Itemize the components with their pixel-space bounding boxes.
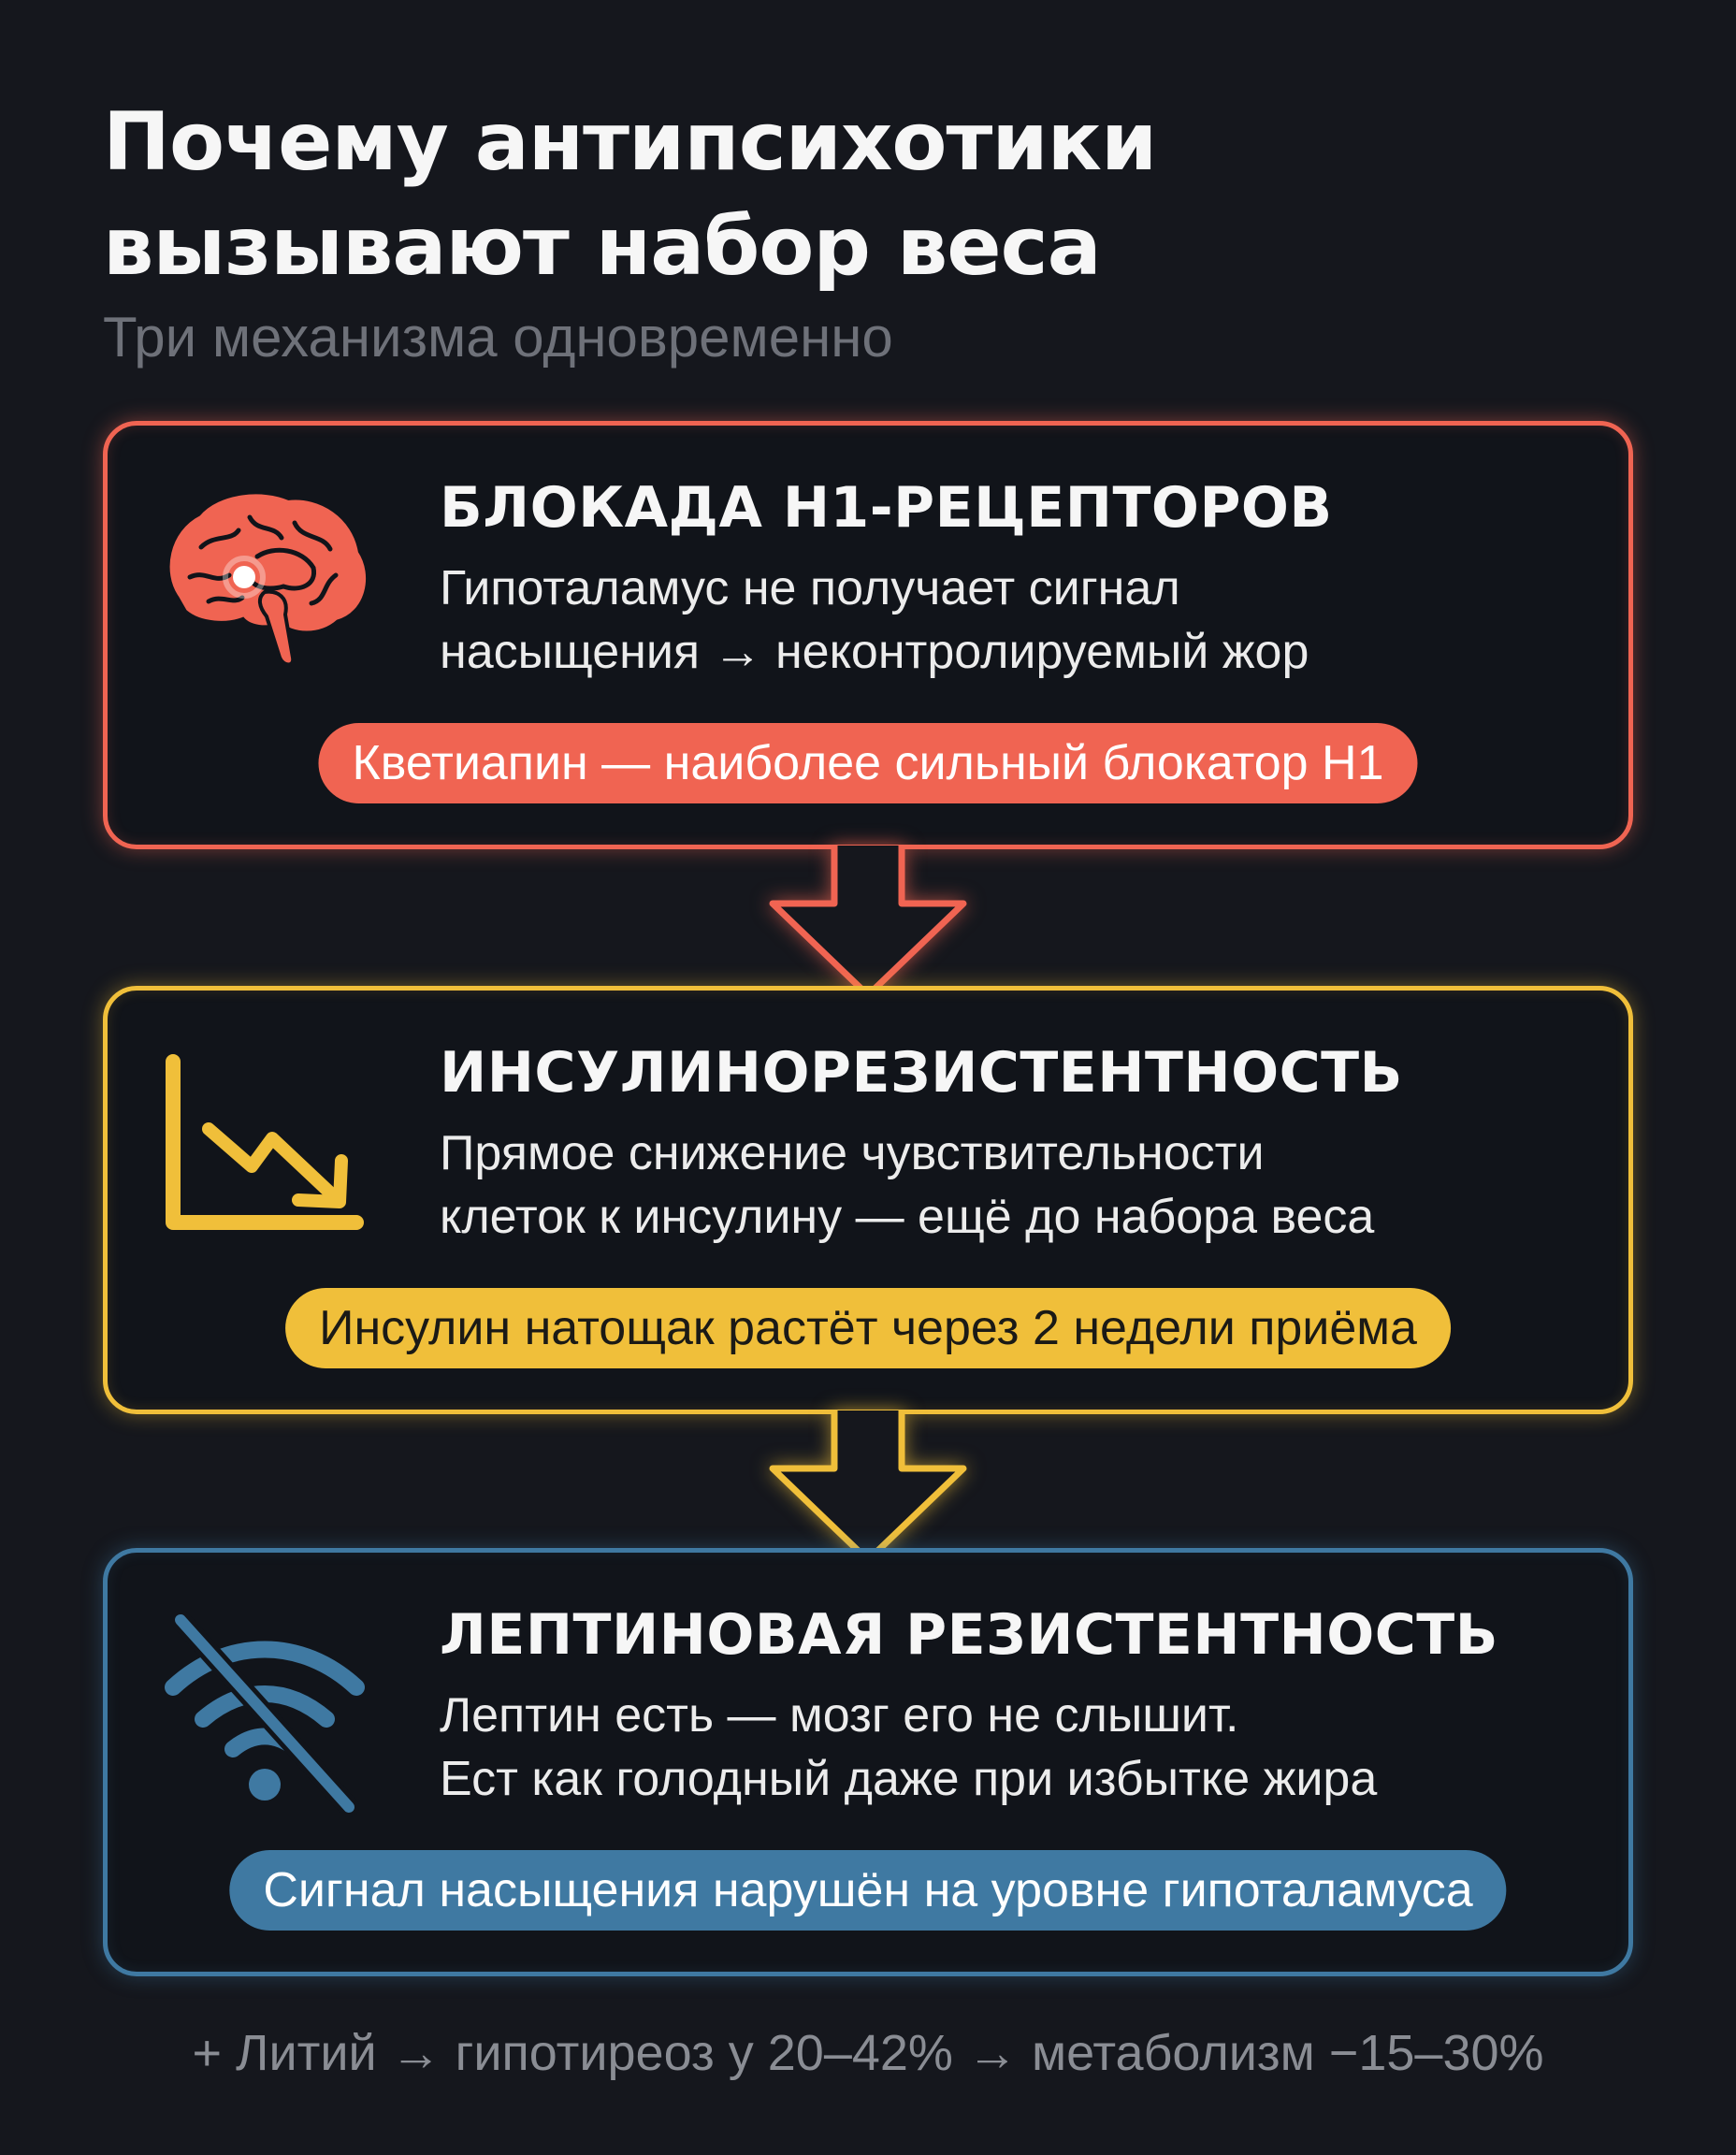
card-heading: ЛЕПТИНОВАЯ РЕЗИСТЕНТНОСТЬ (440, 1602, 1498, 1668)
card-highlight-pill: Инсулин натощак растёт через 2 недели приёма (285, 1288, 1451, 1368)
footer-note: + Литий → гипотиреоз у 20–42% → метаболизм −15–30% (192, 2025, 1544, 2081)
trend-down-chart-icon (152, 1039, 377, 1264)
card-h1-blockade (103, 421, 1633, 849)
card-leptin-resistance (103, 1548, 1633, 1976)
no-signal-icon (152, 1601, 377, 1826)
card-highlight-pill: Кветиапин — наиболее сильный блокатор H1 (318, 723, 1417, 803)
card-description (440, 557, 1309, 684)
card-description-line-1: Лептин есть — мозг его не слышит. (440, 1688, 1239, 1743)
card-heading: БЛОКАДА H1-РЕЦЕПТОРОВ (440, 475, 1333, 541)
card-insulin-resistance (103, 986, 1633, 1414)
page-title-line-2: вызывают набор веса (103, 200, 1101, 294)
card-description-line-2: Ест как голодный даже при избытке жира (440, 1752, 1378, 1806)
card-description-line-2: насыщения → неконтролируемый жор (440, 625, 1309, 679)
page-subtitle: Три механизма одновременно (103, 306, 893, 369)
card-description-line-2: клеток к инсулину — ещё до набора веса (440, 1190, 1375, 1244)
brain-icon (152, 474, 377, 699)
card-highlight-pill: Сигнал насыщения нарушён на уровне гипоталамуса (229, 1850, 1506, 1931)
down-arrow-icon (763, 842, 973, 1001)
card-heading: ИНСУЛИНОРЕЗИСТЕНТНОСТЬ (440, 1040, 1403, 1106)
card-description (440, 1121, 1374, 1249)
card-description-line-1: Прямое снижение чувствительности (440, 1126, 1265, 1180)
down-arrow-icon (763, 1407, 973, 1566)
card-description (440, 1684, 1377, 1811)
page-title-line-1: Почему антипсихотики (103, 95, 1157, 189)
page-title (103, 90, 1506, 299)
card-description-line-1: Гипоталамус не получает сигнал (440, 561, 1180, 615)
